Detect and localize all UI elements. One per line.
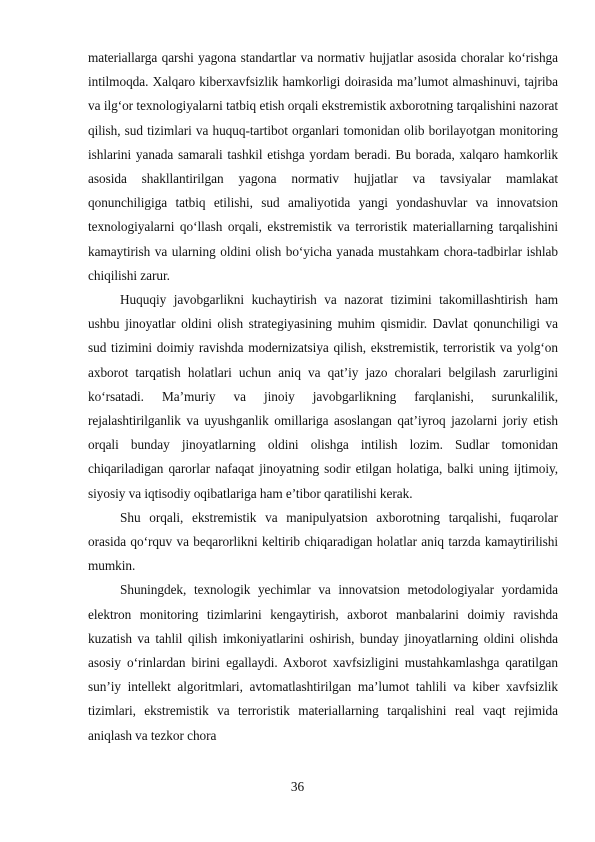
- paragraph-1: materiallarga qarshi yagona standartlar va normativ hujjatlar asosida choralar ko‘rishga intilmoqda. Xalqaro kiberxavfsizlik hamkorligi doirasida ma’lumot almashinuvi, tajriba va ilg‘or texnologiyalarni tatbiq etish orqali ekstremistik axborotning tarqalishini nazorat qilish, sud tizimlari va huquq-tartibot organlari tomonidan olib borilayotgan monitoring ishlarini yanada samarali tashkil etishga yordam beradi. Bu borada, xalqaro hamkorlik asosida shakllantirilgan yagona normativ hujjatlar va tavsiyalar mamlakat qonunchiligiga tatbiq etilishi, sud amaliyotida yangi yondashuvlar va innovatsion texnologiyalarni qo‘llash orqali, ekstremistik va terroristik materiallarning tarqalishini kamaytirish va ularning oldini olish bo‘yicha yanada mustahkam chora-tadbirlar ishlab chiqilishi zarur.: [88, 50, 558, 283]
- paragraph-2: Huquqiy javobgarlikni kuchaytirish va nazorat tizimini takomillashtirish ham ushbu jinoyatlar oldini olish strategiyasining muhim qismidir. Davlat qonunchiligi va sud tizimini doimiy ravishda modernizatsiya qilish, ekstremistik, terroristik va yolg‘on axborot tarqatish holatlari uchun aniq va qat’iy jazo choralari belgilash zarurligini ko‘rsatadi. Ma’muriy va jinoiy javobgarlikning farqlanishi, surunkalilik, rejalashtirilganlik va uyushganlik omillariga asoslangan qat’iyroq jazolarni joriy etish orqali bunday jinoyatlarning oldini olishga intilish lozim. Sudlar tomonidan chiqariladigan qarorlar nafaqat jinoyatning sodir etilgan holatiga, balki uning ijtimoiy, siyosiy va iqtisodiy oqibatlariga ham e’tibor qaratilishi kerak.: [88, 292, 558, 501]
- paragraph-4: Shuningdek, texnologik yechimlar va innovatsion metodologiyalar yordamida elektron monitoring tizimlarini kengaytirish, axborot manbalarini doimiy ravishda kuzatish va tahlil qilish imkoniyatlarini oshirish, bunday jinoyatlarning oldini olishda asosiy o‘rinlardan birini egallaydi. Axborot xavfsizligini mustahkamlashga qaratilgan sun’iy intellekt algoritmlari, avtomatlashtirilgan ma’lumot tahlili va kiber xavfsizlik tizimlari, ekstremistik va terroristik materiallarning tarqalishini real vaqt rejimida aniqlash va tezkor chora: [88, 582, 558, 743]
- document-body: [88, 46, 558, 748]
- paragraph-3: Shu orqali, ekstremistik va manipulyatsion axborotning tarqalishi, fuqarolar orasida qo‘rquv va beqarorlikni keltirib chiqaradigan holatlar aniq tarzda kamaytirilishi mumkin.: [88, 509, 558, 574]
- page-number: 36: [290, 779, 305, 794]
